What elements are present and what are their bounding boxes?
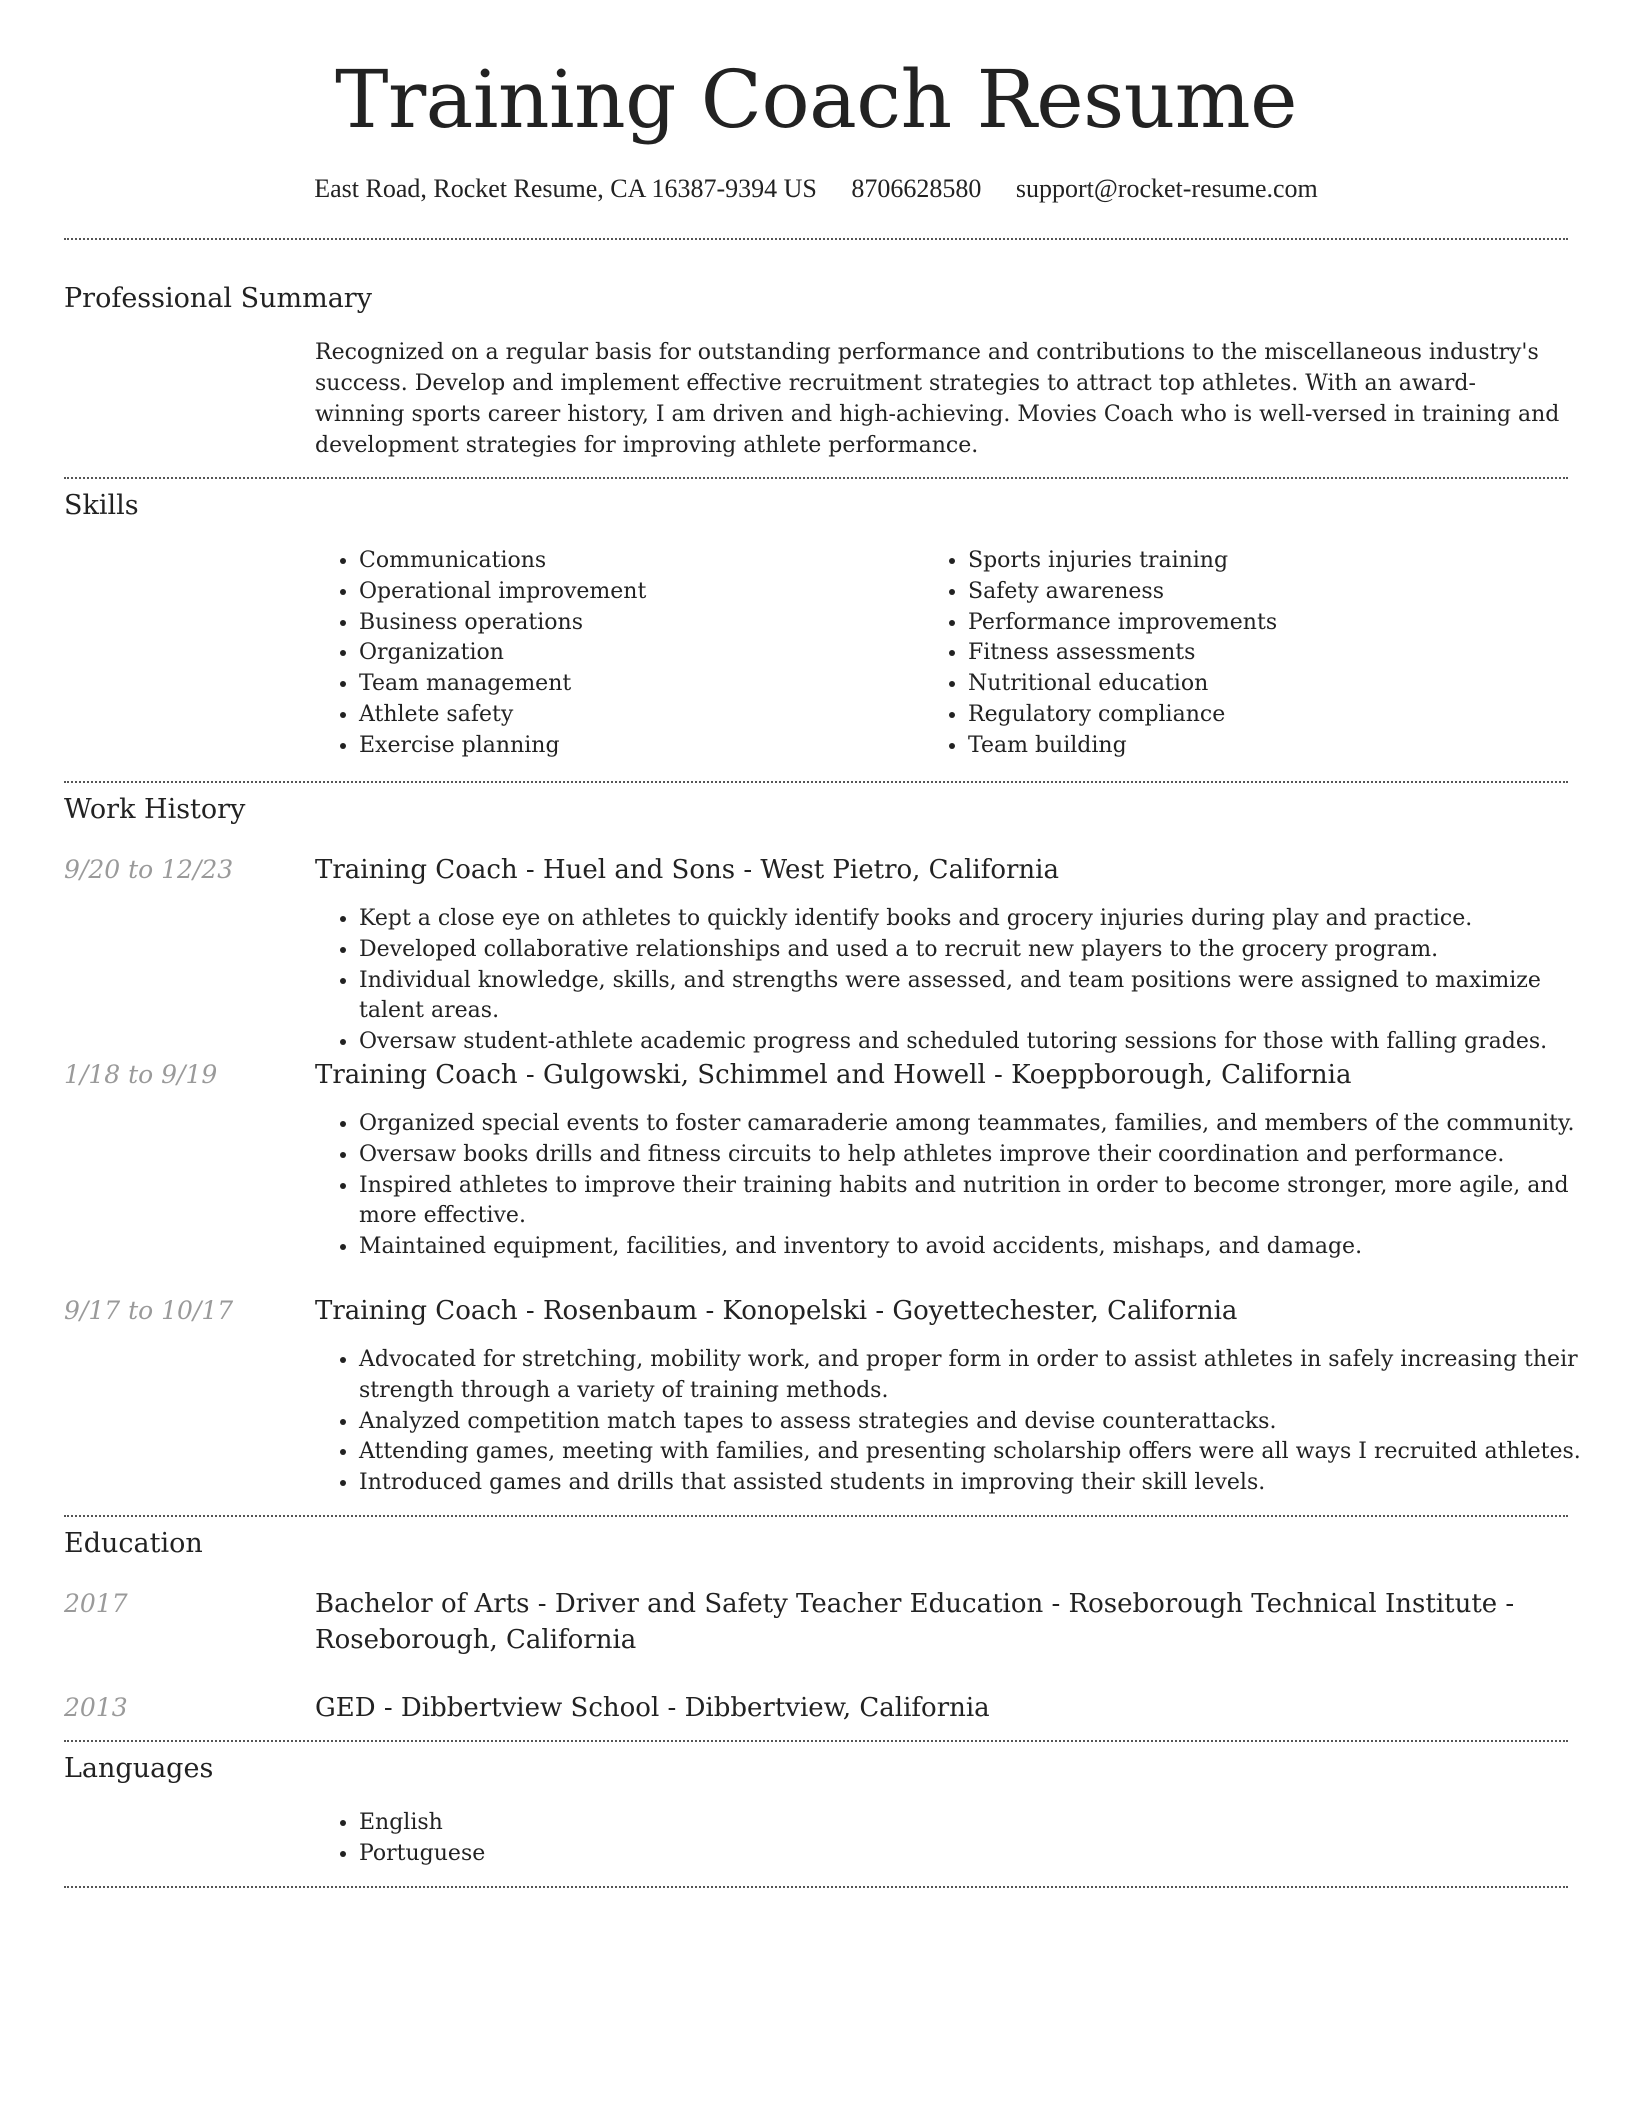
- contact-email: support@rocket-resume.com: [1015, 174, 1318, 203]
- resume-title: Training Coach Resume: [335, 53, 1297, 146]
- section-title-skills: Skills: [64, 490, 139, 521]
- skill-item: • Business operations: [359, 608, 919, 639]
- skill-item: • Performance improvements: [968, 608, 1588, 639]
- job-bullets: [315, 1345, 1609, 1499]
- job-title: Training Coach - Gulgowski, Schimmel and Howell - Koeppborough, California: [315, 1060, 1352, 1090]
- contact-address: East Road, Rocket Resume, CA 16387-9394 US: [314, 174, 817, 203]
- job-bullet: • Advocated for stretching, mobility work, and proper form in order to assist athletes in safely increasing their strength through a variety of training methods.: [359, 1345, 1609, 1407]
- skill-item: • Fitness assessments: [968, 638, 1588, 669]
- divider: [64, 1740, 1568, 1742]
- skill-item: • Communications: [359, 546, 919, 577]
- education-entry: Bachelor of Arts - Driver and Safety Teacher Education - Roseborough Technical Institute - Roseborough, California: [315, 1589, 1515, 1655]
- languages-list: [315, 1808, 959, 1870]
- job-bullet: • Oversaw books drills and fitness circuits to help athletes improve their coordination and performance.: [359, 1140, 1609, 1171]
- section-title-education: Education: [64, 1528, 203, 1559]
- divider: [64, 238, 1568, 240]
- job-bullets: [315, 1109, 1609, 1263]
- education-date: 2017: [64, 1589, 128, 1618]
- job-bullet: • Inspired athletes to improve their training habits and nutrition in order to become stronger, more agile, and more effective.: [359, 1171, 1609, 1233]
- job-bullet: • Analyzed competition match tapes to assess strategies and devise counterattacks.: [359, 1407, 1609, 1438]
- skill-item: • Nutritional education: [968, 669, 1588, 700]
- contact-line: [0, 172, 1632, 206]
- job-bullet: • Individual knowledge, skills, and strengths were assessed, and team positions were assigned to maximize talent areas.: [359, 966, 1609, 1028]
- divider: [64, 781, 1568, 783]
- job-bullets: [315, 904, 1609, 1058]
- section-title-work: Work History: [64, 794, 246, 825]
- section-title-languages: Languages: [64, 1753, 214, 1784]
- job-date: 1/18 to 9/19: [64, 1060, 218, 1089]
- job-bullet: • Developed collaborative relationships and used a to recruit new players to the grocery program.: [359, 935, 1609, 966]
- skill-item: • Exercise planning: [359, 731, 919, 762]
- job-bullet: • Organized special events to foster camaraderie among teammates, families, and members of the community.: [359, 1109, 1609, 1140]
- education-entry: GED - Dibbertview School - Dibbertview, California: [315, 1693, 990, 1723]
- skill-item: • Team building: [968, 731, 1588, 762]
- language-item: • English: [359, 1808, 959, 1839]
- job-bullet: • Maintained equipment, facilities, and inventory to avoid accidents, mishaps, and damage.: [359, 1232, 1609, 1263]
- skills-list-left: [315, 546, 919, 762]
- job-bullet: • Introduced games and drills that assisted students in improving their skill levels.: [359, 1468, 1609, 1499]
- skill-item: • Sports injuries training: [968, 546, 1588, 577]
- skill-item: • Safety awareness: [968, 577, 1588, 608]
- divider: [64, 477, 1568, 479]
- education-date: 2013: [64, 1693, 128, 1722]
- job-date: 9/20 to 12/23: [64, 855, 234, 884]
- divider: [64, 1886, 1568, 1888]
- job-bullet: • Kept a close eye on athletes to quickly identify books and grocery injuries during play and practice.: [359, 904, 1609, 935]
- job-date: 9/17 to 10/17: [64, 1296, 234, 1325]
- divider: [64, 1515, 1568, 1517]
- skill-item: • Operational improvement: [359, 577, 919, 608]
- skill-item: • Regulatory compliance: [968, 700, 1588, 731]
- contact-phone: 8706628580: [851, 174, 982, 203]
- job-title: Training Coach - Rosenbaum - Konopelski - Goyettechester, California: [315, 1296, 1238, 1326]
- language-item: • Portuguese: [359, 1839, 959, 1870]
- job-bullet: • Oversaw student-athlete academic progress and scheduled tutoring sessions for those with falling grades.: [359, 1027, 1609, 1058]
- skill-item: • Team management: [359, 669, 919, 700]
- skills-list-right: [924, 546, 1588, 762]
- job-title: Training Coach - Huel and Sons - West Pietro, California: [315, 855, 1059, 885]
- job-bullet: • Attending games, meeting with families, and presenting scholarship offers were all ways I recruited athletes.: [359, 1437, 1609, 1468]
- skill-item: • Athlete safety: [359, 700, 919, 731]
- summary-text: Recognized on a regular basis for outstanding performance and contributions to the miscellaneous industry's success. Develop and implement effective recruitment strategies to attract top athletes. With an award-winning sports career history, I am driven and high-achieving. Movies Coach who is well-versed in training and development strategies for improving athlete performance.: [315, 340, 1560, 458]
- skill-item: • Organization: [359, 638, 919, 669]
- section-title-summary: Professional Summary: [64, 283, 372, 314]
